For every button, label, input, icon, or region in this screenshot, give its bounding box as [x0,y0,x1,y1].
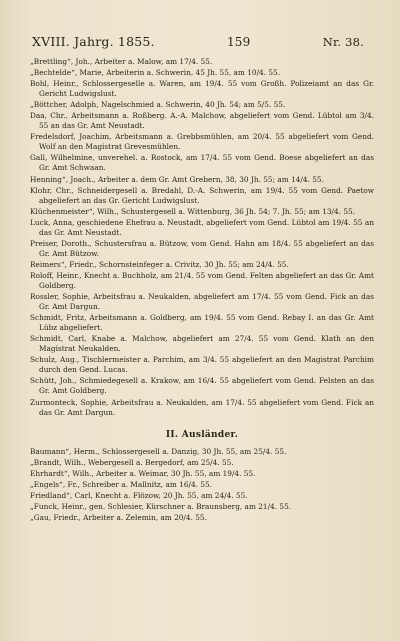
issue-number: Nr. 38. [322,35,364,49]
list-item: Klüchenmeister“, Wilh., Schustergesell a. Wittenburg, 36 Jh. 54; 7. Jh. 55; am 13/4. 55. [30,206,355,216]
list-item: Rossler, Sophie, Arbeitsfrau a. Neukalden, abgeliefert am 17/4. 55 vom Gend. Fick an das Gr. Amt Dargun. [30,292,374,312]
list-item: Schütt, Joh., Schmiedegesell a. Krakow, am 16/4. 55 abgeliefert vom Gend. Felsten an das Gr. Amt Goldberg. [30,376,374,396]
volume-year: XVIII. Jahrg. 1855. [32,34,155,49]
list-item: „Bechtelde“, Marie, Arbeiterin a. Schwerin, 45 Jh. 55, am 10/4. 55. [30,68,281,78]
list-item: Gall, Wilhelmine, unverehel. a. Rostock, am 17/4. 55 vom Gend. Boese abgeliefert an das Gr. Amt Schwaan. [30,153,374,173]
list-item: Schmidt, Fritz, Arbeitsmann a. Goldberg, am 19/4. 55 vom Gend. Rebay I. an das Gr. Amt Lübz abgeliefert. [30,313,374,333]
list-item: Schulz, Aug., Tischlermeister a. Parchim, am 3/4. 55 abgeliefert an den Magistrat Parchim durch den Gend. Lucas. [30,355,374,375]
list-item: Friedland“, Carl, Knecht a. Flözow, 20 Jh. 55, am 24/4. 55. [30,490,248,500]
list-item: Luck, Anna, geschiedene Ehefrau a. Neustadt, abgeliefert vom Gend. Lübtol am 19/4. 55 an das Gr. Amt Neustadt. [30,217,374,237]
list-item: Ehrhardt“, Wilh., Arbeiter a. Weimar, 30 Jh. 55, am 19/4. 55. [30,468,256,478]
list-item: „Brettling“, Joh., Arbeiter a. Malow, am 17/4. 55. [30,57,213,66]
list-item: Schmidt, Carl, Knabe a. Malchow, abgeliefert am 27/4. 55 vom Gend. Klath an den Magistrat Neukalden. [30,334,374,354]
entry-list [30,57,374,523]
list-item: Baumann“, Herm., Schlossergesell a. Danzig, 30 Jh. 55, am 25/4. 55. [30,446,287,456]
list-item: Preiser, Doroth., Schustersfrau a. Bützow, vom Gend. Hahn am 18/4. 55 abgeliefert an das Gr. Amt Bützow. [30,238,374,258]
page-number: 159 [226,35,251,49]
list-item: „Brandt, Wilh., Webergesell a. Bergedorf, am 25/4. 55. [30,457,234,467]
list-item: „Gau, Friedr., Arbeiter a. Zelemin, am 20/4. 55. [30,512,207,522]
list-item: Reimers“, Friedr., Schornsteinfeger a. Crivitz, 30 Jh. 55; am 24/4. 55. [30,259,289,269]
list-item: Henning“, Joach., Arbeiter a. dem Gr. Amt Grebern, 38, 30 Jh. 55; am 14/4. 55. [30,174,324,184]
list-item: Bohl, Heinr., Schlossergeselle a. Waren, am 19/4. 55 vom Großh. Polizeiamt an das Gr. Gericht Ludwigslust. [30,79,374,99]
list-item: „Funck, Heinr., gen. Schlesier, Kürschner a. Braunsberg, am 21/4. 55. [30,501,292,511]
list-item: Roloff, Heinr., Knecht a. Buchholz, am 21/4. 55 vom Gend. Felten abgeliefert an das Gr. Amt Goldberg. [30,270,374,290]
list-item: Zurmonteck, Sophie, Arbeitsfrau a. Neukalden, am 17/4. 55 abgeliefert vom Gend. Fick an das Gr. Amt Dargun. [30,397,374,417]
list-item: „Engels“, Fr., Schreiber a. Mallnitz, am 16/4. 55. [30,479,212,489]
list-item: „Böttcher, Adolph, Nagelschmied a. Schwerin, 40 Jh. 54; am 5/5. 55. [30,100,286,110]
section-heading: II. Ausländer. [165,429,239,440]
list-item: Klohr, Chr., Schneidergesell a. Bredahl, D.-A. Schwerin, am 19/4. 55 vom Gend. Paetow abgeliefert an das Gr. Gericht Ludwigslust. [30,185,374,205]
list-item: Daa, Chr., Arbeitsmann a. Roßberg. A.-A. Malchow, abgeliefert vom Gend. Lübtol am 3/4. 55 an das Gr. Amt Neustadt. [30,111,374,131]
list-item: Fredelsdorf, Joachim, Arbeitsmann a. Grebbsmühlen, am 20/4. 55 abgeliefert vom Gend. Wolf an den Magistrat Grevesmühlen. [30,132,374,152]
page-header [30,34,374,49]
